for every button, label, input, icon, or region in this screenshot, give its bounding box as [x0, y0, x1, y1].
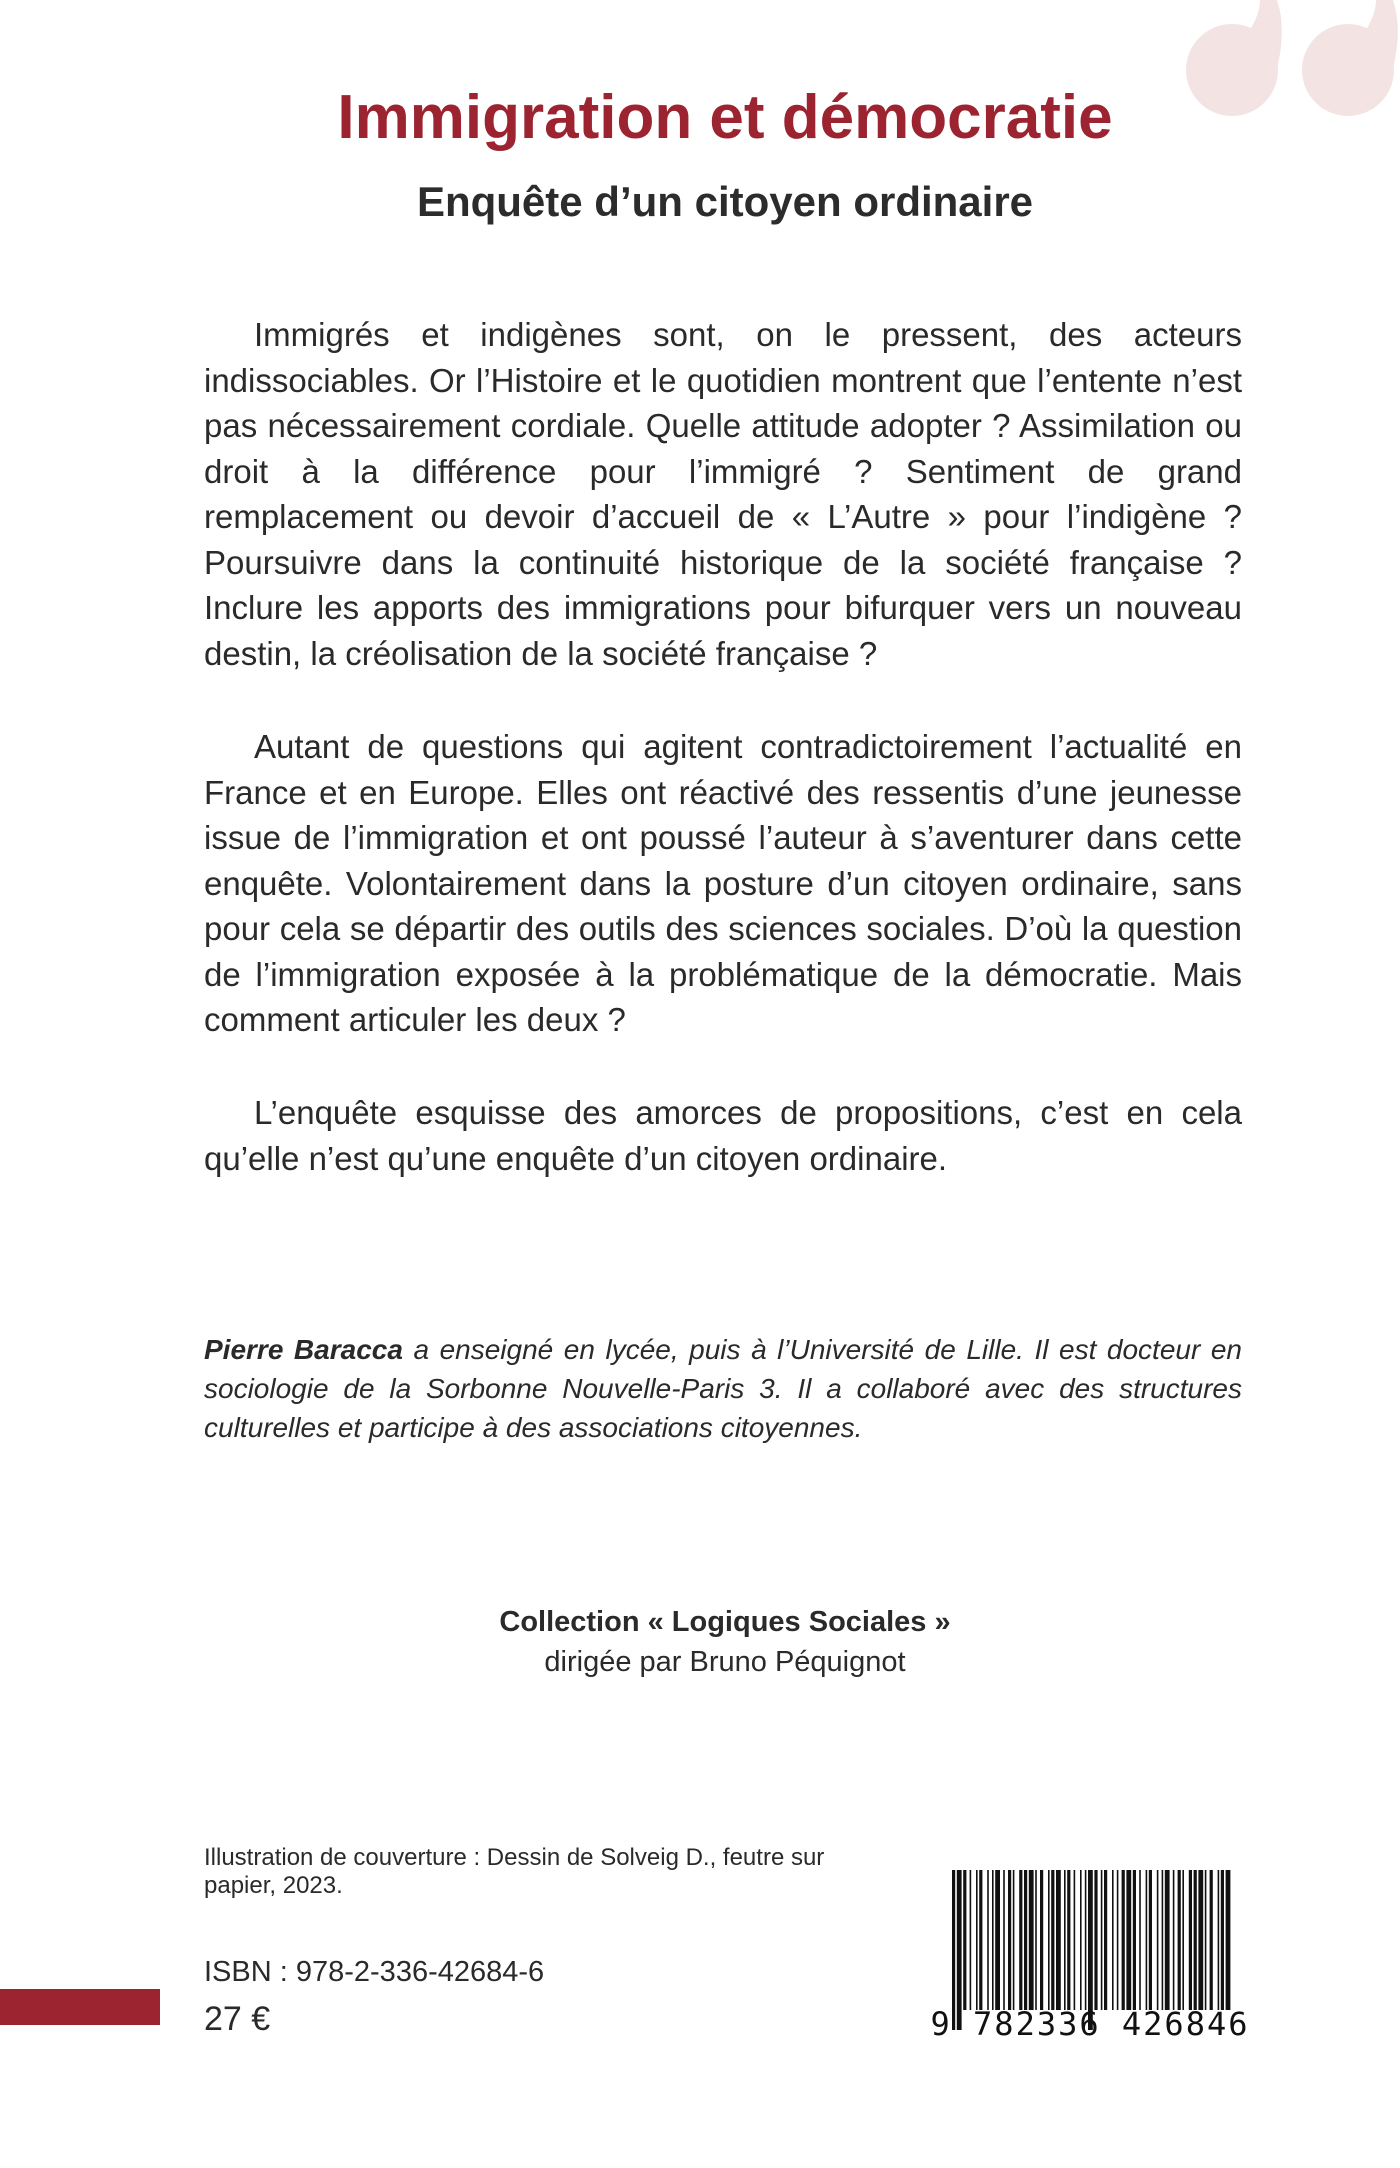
summary-paragraph-2 [204, 724, 1242, 1043]
barcode-bar [992, 1870, 994, 2010]
barcode-bar [979, 1870, 982, 2010]
barcode-bar [976, 1870, 978, 2010]
barcode-bar [1112, 1870, 1114, 2010]
barcode-bar [1019, 1870, 1022, 2010]
summary-text: Autant de questions qui agitent contradictoirement l’actualité en France et en Europe. Elles ont réactivé des ressentis d’une jeunesse issue de l’immigration et ont poussé l’auteur à s’aventurer dans cette enquête. Volontairement dans la posture d’un citoyen ordinaire, sans pour cela se départir des outils des sciences sociales. D’où la question de l’immigration exposée à la problématique de la démocratie. Mais comment articuler les deux ? [204, 728, 1242, 1038]
barcode-bar [1194, 1870, 1197, 2010]
barcode-bar [1013, 1870, 1015, 2010]
barcode-bar [1189, 1870, 1192, 2010]
barcode-bar [987, 1870, 989, 2010]
barcode-bar [1085, 1870, 1087, 2010]
barcode-bar [1162, 1870, 1164, 2010]
barcode-bar [1040, 1870, 1043, 2010]
barcode-bar [1024, 1870, 1027, 2010]
barcode-bar [1165, 1870, 1170, 2010]
barcode-number: 9 782336 426846 [930, 2005, 1250, 2043]
barcode-bar [1074, 1870, 1076, 2010]
barcode-bar [1157, 1870, 1159, 2010]
barcode-bar [1133, 1870, 1136, 2010]
collection-director: dirigée par Bruno Péquignot [544, 1646, 906, 1678]
barcode-bar [1067, 1870, 1070, 2010]
barcode-bar [1117, 1870, 1119, 2010]
barcode-bar [1064, 1870, 1066, 2010]
book-title: Immigration et démocratie [337, 83, 1113, 152]
barcode-bar [1178, 1870, 1181, 2010]
barcode-bar [1104, 1870, 1107, 2010]
barcode-bar [963, 1870, 966, 2010]
author-name: Pierre Baracca [204, 1334, 403, 1365]
barcode-bar [970, 1870, 972, 2010]
summary-text: L’enquête esquisse des amorces de propositions, c’est en cela qu’elle n’est qu’une enquête d’un citoyen ordinaire. [204, 1094, 1242, 1177]
barcode-bar [1126, 1870, 1131, 2010]
summary-paragraph-1 [204, 312, 1242, 676]
barcode-bar [1198, 1870, 1203, 2010]
barcode-bar [1182, 1870, 1184, 2010]
author-bio [204, 1330, 1242, 1447]
price: 27 € [204, 2000, 271, 2038]
barcode-bar [1226, 1870, 1231, 2010]
isbn: ISBN : 978-2-336-42684-6 [204, 1956, 545, 1988]
barcode-bar [1080, 1870, 1082, 2010]
barcode-bar [1173, 1870, 1175, 2010]
book-subtitle: Enquête d’un citoyen ordinaire [416, 178, 1034, 225]
barcode-bar [1048, 1870, 1050, 2010]
barcode-bar [1221, 1870, 1224, 2010]
barcode-bar [1056, 1870, 1061, 2010]
barcode-bar [1139, 1870, 1141, 2010]
barcode-bar [1122, 1870, 1125, 2010]
accent-bar [0, 1989, 160, 2025]
barcode-bar [1029, 1870, 1034, 2010]
barcode-bar [995, 1870, 1000, 2010]
barcode-bar [1101, 1870, 1103, 2010]
barcode-bar [1094, 1870, 1097, 2010]
barcode-bar [1003, 1870, 1005, 2010]
barcode-bar [1210, 1870, 1213, 2010]
barcode-bar [1051, 1870, 1054, 2010]
summary-text: Immigrés et indigènes sont, on le pressent, des acteurs indissociables. Or l’Histoire et le quotidien montrent que l’entente n’est pas nécessairement cordiale. Quelle attitude adopter ? Assimilation ou droit à la différence pour l’immigré ? Sentiment de grand remplacement ou devoir d’accueil de « L’Autre » pour l’indigène ? Poursuivre dans la continuité historique de la société française ? Inclure les apports des immigrations pour bifurquer vers un nouveau destin, la créolisation de la société française ? [204, 316, 1242, 672]
barcode-bar [1205, 1870, 1207, 2010]
barcode-bar [1008, 1870, 1011, 2010]
author-bio-text: a enseigné en lycée, puis à l’Université de Lille. Il est docteur en sociologie de la Sorbonne Nouvelle-Paris 3. Il a collaboré avec des structures culturelles et participe à des associations citoyennes. [204, 1334, 1242, 1443]
collection-info [0, 1602, 1400, 1682]
barcode-bar [1035, 1870, 1037, 2010]
summary-paragraph-3 [204, 1090, 1242, 1181]
illustration-credit: Illustration de couverture : Dessin de Solveig D., feutre sur papier, 2023. [204, 1844, 825, 1899]
barcode-bar [1149, 1870, 1152, 2010]
barcode-bar [1218, 1870, 1220, 2010]
barcode-bar [1146, 1870, 1148, 2010]
collection-name: Collection « Logiques Sociales » [499, 1606, 951, 1638]
